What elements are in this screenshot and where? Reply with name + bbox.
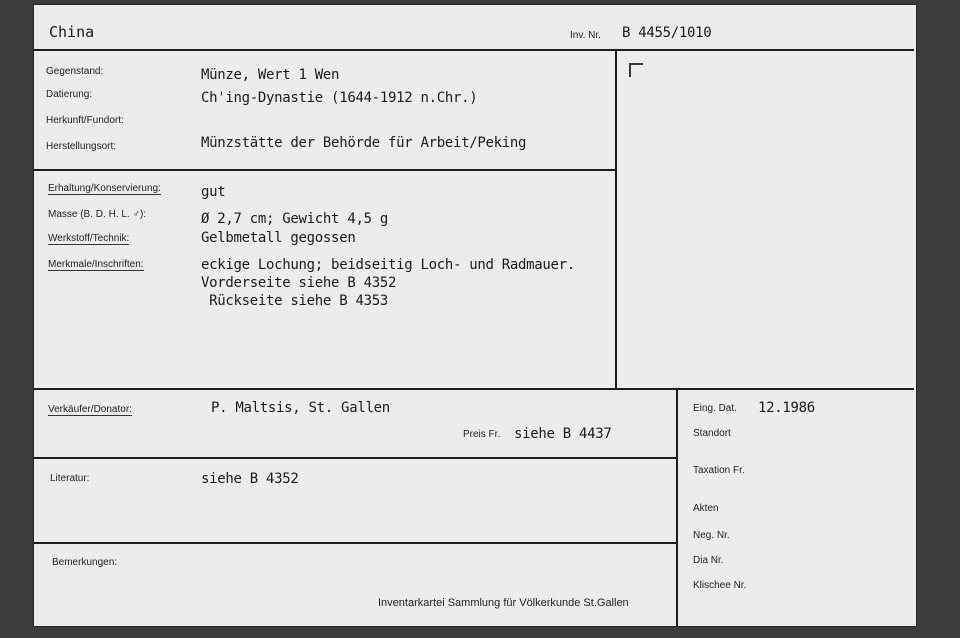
preis-label: Preis Fr. — [463, 429, 501, 440]
middle-divider — [34, 388, 914, 390]
upper-column-divider — [615, 49, 617, 389]
erhaltung-label: Erhaltung/Konservierung: — [48, 183, 161, 194]
akten-label: Akten — [693, 503, 719, 514]
verkaufer-value: P. Maltsis, St. Gallen — [211, 400, 390, 416]
datierung-value: Ch'ing-Dynastie (1644-1912 n.Chr.) — [201, 90, 478, 106]
klischee-nr-label: Klischee Nr. — [693, 580, 747, 591]
masse-label: Masse (B. D. H. L. ♂): — [48, 209, 147, 220]
merkmale-line-1: eckige Lochung; beidseitig Loch- und Radmauer. — [201, 257, 575, 273]
gegenstand-label: Gegenstand: — [46, 66, 104, 77]
footer-text: Inventarkartei Sammlung für Völkerkunde St.Gallen — [378, 597, 629, 609]
herkunft-label: Herkunft/Fundort: — [46, 115, 124, 126]
standort-label: Standort — [693, 428, 731, 439]
verkaufer-label: Verkäufer/Donator: — [48, 404, 132, 415]
herstellungsort-label: Herstellungsort: — [46, 141, 117, 152]
werkstoff-value: Gelbmetall gegossen — [201, 230, 356, 246]
taxation-label: Taxation Fr. — [693, 465, 745, 476]
inventory-card — [34, 5, 916, 626]
eing-dat-label: Eing. Dat. — [693, 403, 737, 414]
preis-value: siehe B 4437 — [514, 426, 612, 442]
corner-mark — [629, 63, 643, 77]
header-divider — [34, 49, 914, 51]
country-title: China — [49, 23, 95, 41]
eing-dat-value: 12.1986 — [758, 400, 815, 416]
datierung-label: Datierung: — [46, 89, 93, 100]
object-section-divider — [34, 169, 617, 171]
lower-column-divider — [676, 388, 678, 626]
merkmale-label: Merkmale/Inschriften: — [48, 259, 144, 270]
literature-divider — [34, 542, 678, 544]
neg-nr-label: Neg. Nr. — [693, 530, 730, 541]
bemerkungen-label: Bemerkungen: — [52, 557, 118, 568]
acquisition-divider — [34, 457, 678, 459]
literatur-label: Literatur: — [50, 473, 90, 484]
gegenstand-value: Münze, Wert 1 Wen — [201, 67, 340, 83]
inv-nr-label: Inv. Nr. — [570, 30, 601, 41]
erhaltung-value: gut — [201, 184, 226, 200]
merkmale-line-3: Rückseite siehe B 4353 — [201, 293, 388, 309]
herstellungsort-value: Münzstätte der Behörde für Arbeit/Peking — [201, 135, 527, 151]
merkmale-line-2: Vorderseite siehe B 4352 — [201, 275, 397, 291]
literatur-value: siehe B 4352 — [201, 471, 299, 487]
dia-nr-label: Dia Nr. — [693, 555, 724, 566]
inv-number: B 4455/1010 — [622, 25, 712, 41]
masse-value: Ø 2,7 cm; Gewicht 4,5 g — [201, 211, 388, 227]
werkstoff-label: Werkstoff/Technik: — [48, 233, 130, 244]
